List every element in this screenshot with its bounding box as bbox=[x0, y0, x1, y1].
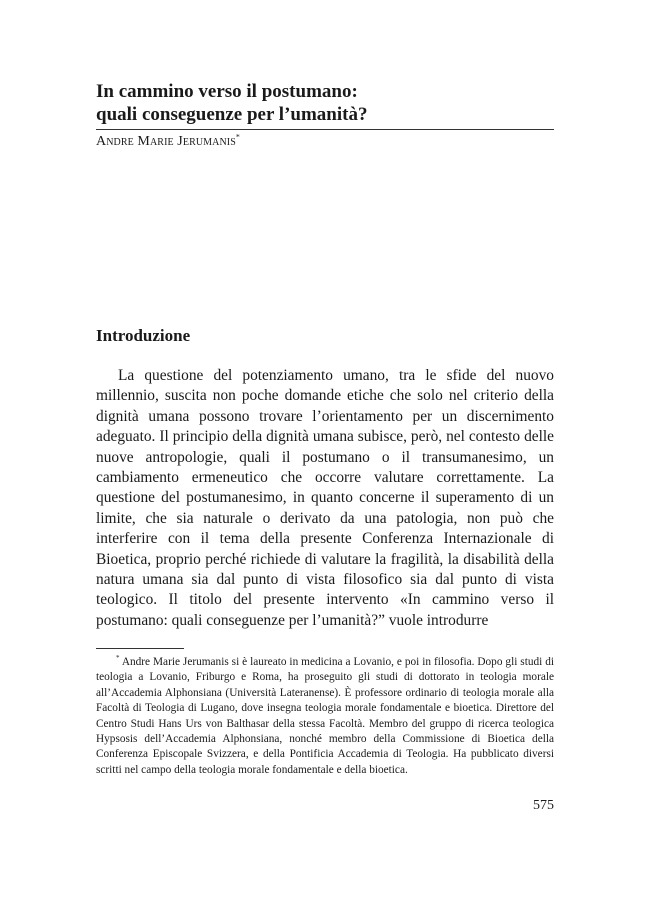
body-paragraph: La questione del potenziamento umano, tra le sfide del nuovo millennio, suscita non poche domande etiche che solo nel criterio della dignità umana possono trovare l’orientamento per un discernimento adeguato. Il principio della dignità umana subisce, però, nel contesto delle nuove antropologie, quali il postumano o il transumanesimo, un cambiamento ermeneutico che occorre valutare correttamente. La questione del postumanesimo, in quanto concerne il superamento di un limite, che sia naturale o derivato da una patologia, non può che interferire con il tema della presente Conferenza Internazionale di Bioetica, proprio perché richiede di valutare la fragilità, la disabilità della natura umana sia dal punto di vista filosofico sia dal punto di vista teologico. Il titolo del presente intervento «In cammino verso il postumano: quali conseguenze per l’umanità?” vuole introdurre bbox=[96, 367, 554, 629]
footnote-text: Andre Marie Jerumanis si è laureato in medicina a Lovanio, e poi in filosofia. Dopo gli studi di teologia a Lovanio, Friburgo e Roma, ha proseguito gli studi di dottorato in teologia morale all’Accademia Alphonsiana (Università Lateranense). È professore ordinario di teologia morale alla Facoltà di Teologia di Lugano, dove insegna teologia morale fondamentale e bioetica. Direttore del Centro Studi Hans Urs von Balthasar della stessa Facoltà. Membro del gruppo di ricerca teologica Hypsosis dell’Accademia Alphonsiana, nonché membro della Commissione di Bioetica della Conferenza Episcopale Svizzera, e della Pontificia Accademia di Teologia. Ha pubblicato diversi scritti nel campo della teologia morale fondamentale e della bioetica. bbox=[96, 656, 554, 776]
author-line bbox=[96, 133, 240, 151]
author-footnote-marker: * bbox=[235, 132, 240, 142]
footnote bbox=[96, 655, 554, 778]
page-number: 575 bbox=[533, 798, 554, 813]
footnote-separator bbox=[96, 648, 184, 649]
title-line-1: In cammino verso il postumano: bbox=[96, 81, 358, 102]
author-name: Andre Marie Jerumanis bbox=[96, 134, 236, 149]
title-rule bbox=[96, 129, 554, 130]
article-title bbox=[96, 80, 556, 126]
footnote-marker: * bbox=[116, 654, 120, 663]
title-line-2: quali conseguenze per l’umanità? bbox=[96, 104, 368, 125]
section-heading: Introduzione bbox=[96, 326, 191, 345]
